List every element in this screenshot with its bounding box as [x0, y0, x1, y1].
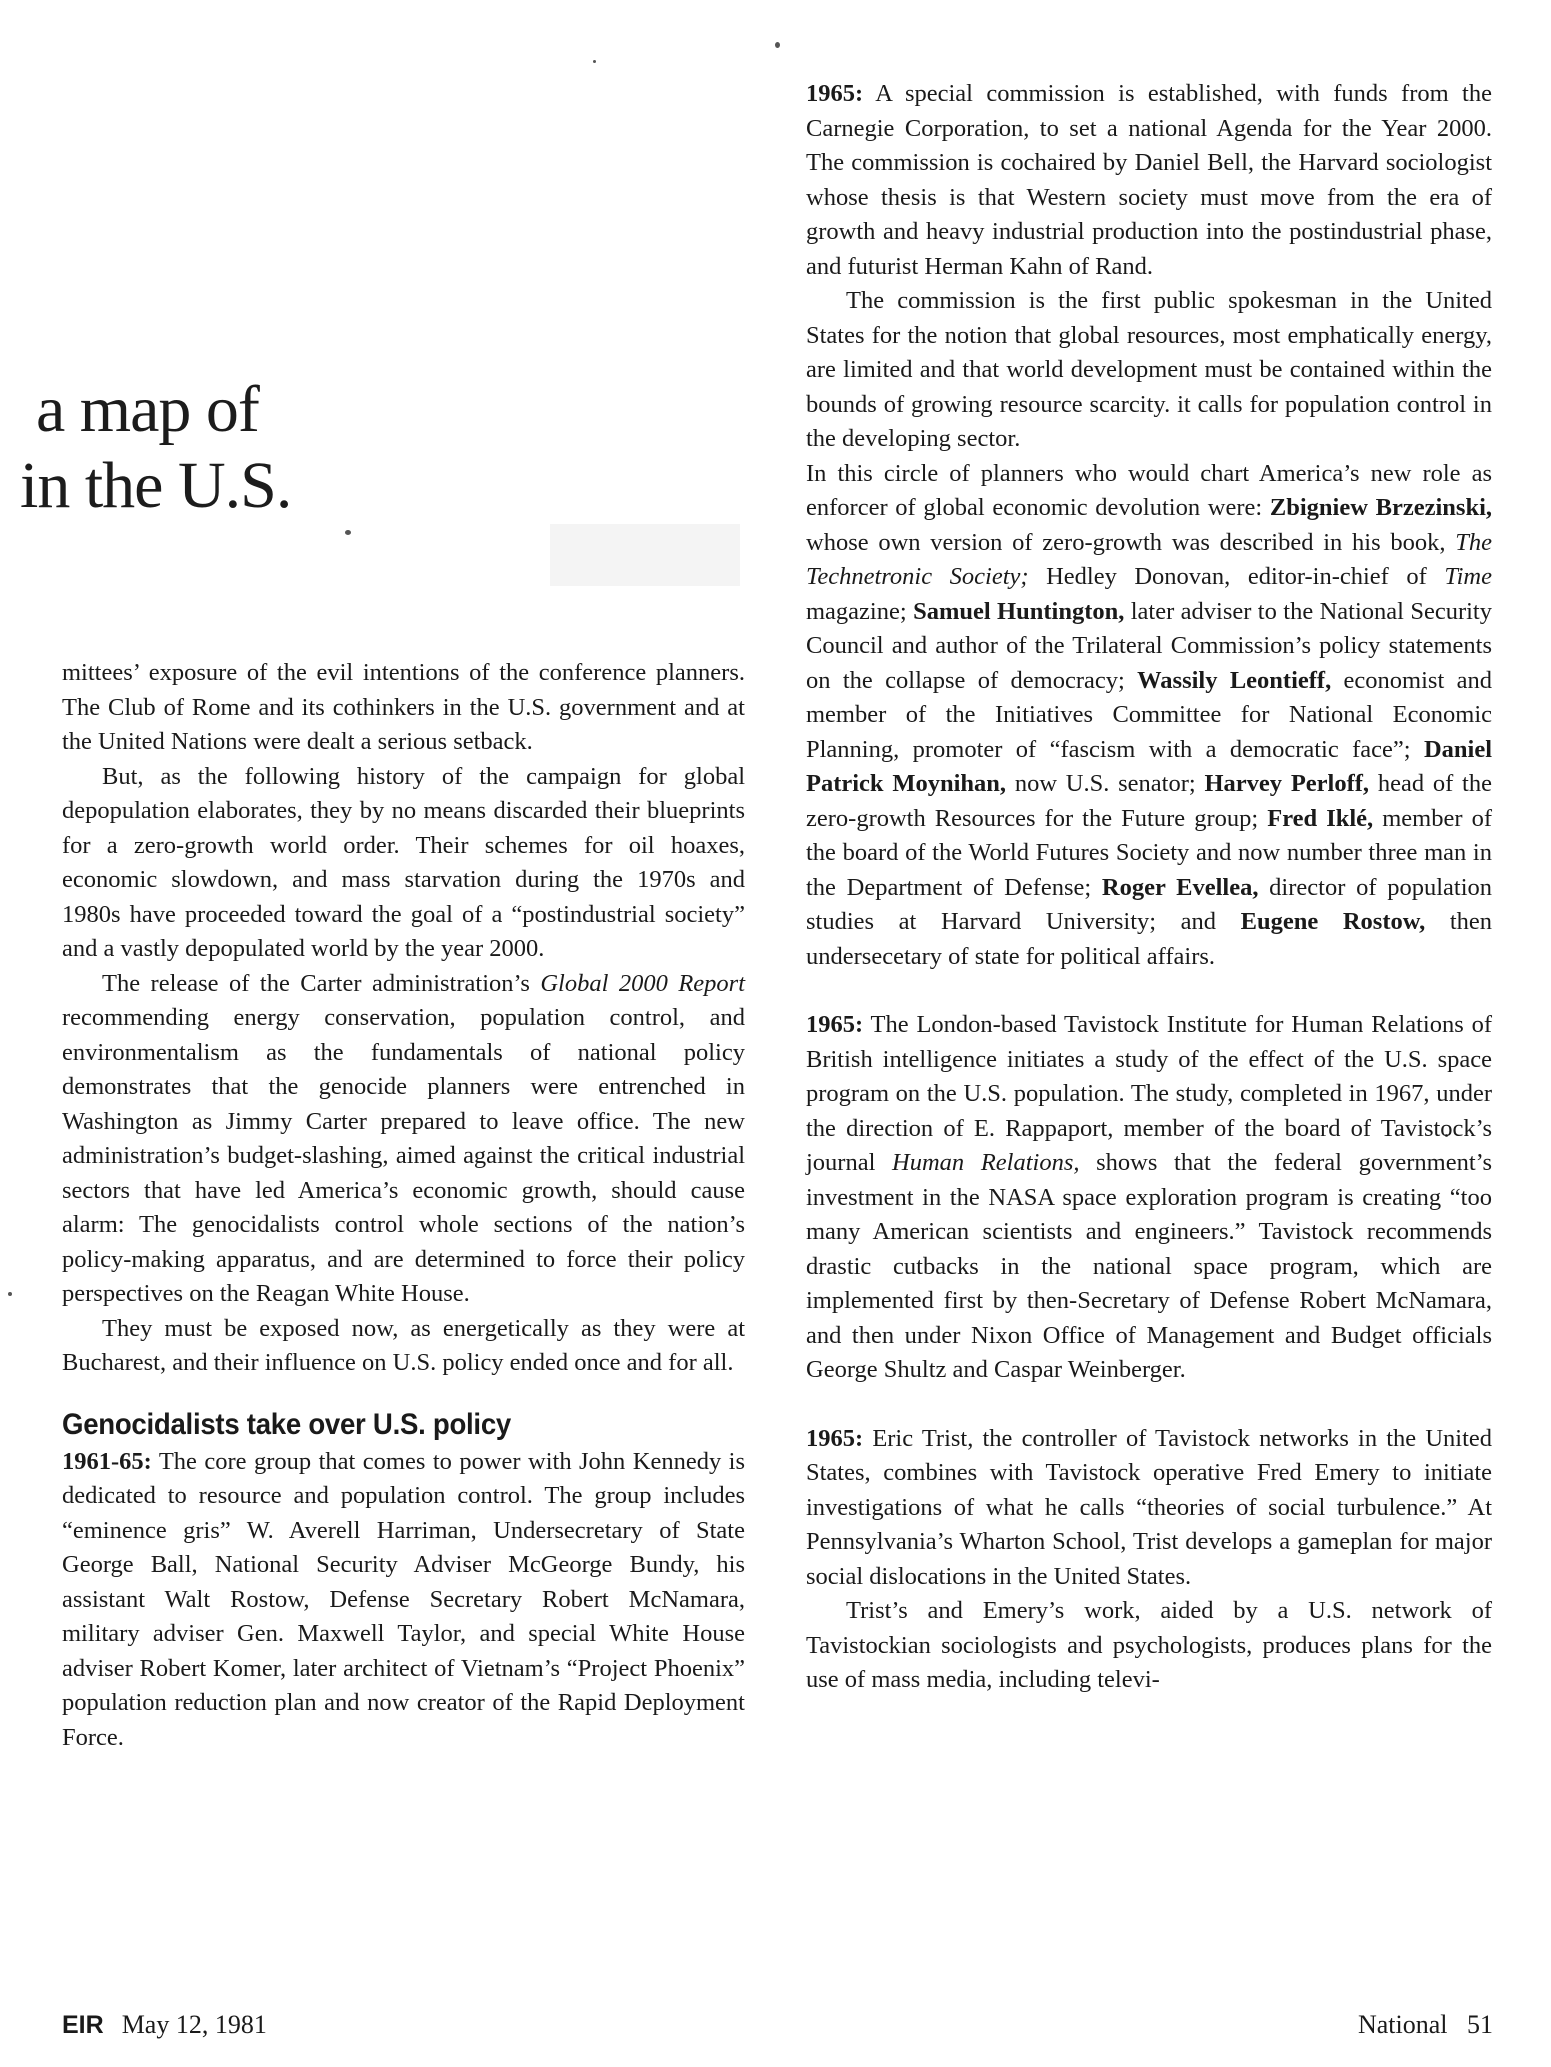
- left-column: [62, 656, 745, 1755]
- headline-fragment: [20, 372, 291, 524]
- section-name: National: [1357, 2010, 1448, 2039]
- year-label: 1965:: [806, 1424, 864, 1452]
- footer-right: [1358, 2010, 1493, 2040]
- page-number: 51: [1467, 2010, 1493, 2039]
- text-run: The release of the Carter administration’s: [102, 969, 541, 997]
- right-column: [806, 77, 1492, 1698]
- issue-date: May 12, 1981: [121, 2010, 267, 2039]
- person-name: Roger Evellea,: [1101, 873, 1259, 901]
- text-run: member of the board of the World Futures Society and now number three man in the Department of Defense;: [806, 804, 1492, 901]
- paragraph: [806, 77, 1492, 284]
- text-run: later adviser to the National Security Council and author of the Trilateral Commission’s policy statements on the collapse of democracy;: [806, 597, 1492, 694]
- scan-speck: [8, 1292, 12, 1296]
- scan-speck: [775, 42, 780, 48]
- year-label: 1965:: [806, 80, 864, 107]
- text-run: In this circle of planners who would chart America’s new role as enforcer of global economic devolution were:: [806, 459, 1492, 521]
- paragraph: But, as the following history of the campaign for global depopulation elaborates, they by no means discarded their blueprints for a zero-growth world order. Their schemes for oil hoaxes, economic slowdown, and mass starvation during the 1970s and 1980s have proceeded toward the goal of a “postindustrial society” and a vastly depopulated world by the year 2000.: [62, 762, 745, 962]
- journal-title: Human Relations,: [892, 1149, 1080, 1176]
- scan-speck: [593, 60, 596, 63]
- person-name: Eugene Rostow,: [1240, 908, 1426, 935]
- book-title: The Technetronic Society;: [806, 528, 1492, 590]
- text-run: now U.S. senator;: [1006, 770, 1205, 797]
- paragraph: [806, 457, 1492, 975]
- spacer: [806, 974, 1492, 1008]
- headline-line-2: in the U.S.: [20, 449, 292, 522]
- paragraph: They must be exposed now, as energetically as they were at Bucharest, and their influence on U.S. policy ended once and for all.: [62, 1314, 745, 1376]
- scan-speck: [345, 530, 351, 535]
- paragraph: [806, 1008, 1492, 1388]
- headline-line-1: a map of: [36, 373, 259, 446]
- text-run: director of population studies at Harvard University; and: [806, 873, 1492, 935]
- text-run: A special commission is established, with funds from the Carnegie Corporation, to set a national Agenda for the Year 2000. The commission is cochaired by Daniel Bell, the Harvard sociologist whose thesis is that Western society must move from the era of growth and heavy industrial production into the postindustrial phase, and futurist Herman Kahn of Rand.: [806, 80, 1492, 280]
- paragraph: [806, 1422, 1492, 1595]
- paragraph: Trist’s and Emery’s work, aided by a U.S. network of Tavistockian sociologists and psychologists, produces plans for the use of mass media, including televi-: [806, 1597, 1492, 1693]
- report-title: Global 2000 Report: [540, 969, 745, 997]
- text-run: head of the zero-growth Resources for the Future group;: [806, 770, 1492, 832]
- text-run: recommending energy conservation, population control, and environmentalism as the fundamentals of national policy demonstrates that the genocide planners were entrenched in Washington as Jimmy Carter prepared to leave office. The new administration’s budget-slashing, aimed against the critical industrial sectors that have led America’s economic growth, should cause alarm: The genocidalists control whole sections of the nation’s policy-making apparatus, and are determined to force their policy perspectives on the Reagan White House.: [62, 1004, 745, 1307]
- text-run: shows that the federal government’s investment in the NASA space exploration program is creating “too many American scientists and engineers.” Tavistock recommends drastic cutbacks in the national space program, which are implemented first by then-Secretary of Defense Robert McNamara, and then under Nixon Office of Management and Budget officials George Shultz and Caspar Weinberger.: [806, 1149, 1492, 1383]
- person-name: Daniel Patrick Moynihan,: [806, 735, 1492, 797]
- text-run: magazine;: [806, 597, 914, 625]
- year-label: 1961-65:: [62, 1447, 152, 1475]
- text-run: The core group that comes to power with John Kennedy is dedicated to resource and population control. The group includes “eminence gris” W. Averell Harriman, Undersecretary of State George Ball, National Security Adviser McGeorge Bundy, his assistant Walt Rostow, Defense Secretary Robert McNamara, military adviser Gen. Maxwell Taylor, and special White House adviser Robert Komer, later architect of Vietnam’s “Project Phoenix” population reduction plan and now creator of the Rapid Deployment Force.: [62, 1447, 745, 1751]
- person-name: Zbigniew Brzezinski,: [1269, 494, 1492, 521]
- text-run: whose own version of zero-growth was described in his book,: [806, 528, 1456, 556]
- paragraph: [62, 967, 745, 1312]
- person-name: Harvey Perloff,: [1204, 770, 1370, 797]
- section-heading: Genocidalists take over U.S. policy: [62, 1407, 511, 1441]
- text-run: then undersecetary of state for political affairs.: [806, 908, 1493, 970]
- paragraph: [62, 1445, 745, 1756]
- text-run: Hedley Donovan, editor-in-chief of: [1028, 563, 1445, 590]
- text-run: The London-based Tavistock Institute for Human Relations of British intelligence initiates a study of the effect of the U.S. space program on the U.S. population. The study, completed in 1967, under the direction of E. Rappaport, member of the board of Tavistock’s journal: [806, 1011, 1492, 1176]
- paragraph: mittees’ exposure of the evil intentions of the conference planners. The Club of Rome and its cothinkers in the U.S. government and at the United Nations were dealt a serious setback.: [62, 659, 745, 755]
- magazine-title: Time: [1444, 563, 1492, 590]
- publication-name: EIR: [62, 2011, 104, 2039]
- person-name: Samuel Huntington,: [913, 597, 1125, 625]
- text-run: economist and member of the Initiatives Committee for National Economic Planning, promoter of “fascism with a democratic face”;: [806, 666, 1492, 763]
- text-run: Eric Trist, the controller of Tavistock networks in the United States, combines with Tavistock operative Fred Emery to initiate investigations of what he calls “theories of social turbulence.” At Pennsylvania’s Wharton School, Trist develops a gameplan for major social dislocations in the United States.: [806, 1424, 1492, 1590]
- scan-shading: [550, 524, 740, 586]
- year-label: 1965:: [806, 1011, 864, 1038]
- person-name: Fred Iklé,: [1267, 804, 1374, 832]
- person-name: Wassily Leontieff,: [1137, 666, 1332, 694]
- footer-left: [62, 2010, 267, 2040]
- spacer: [806, 1388, 1492, 1422]
- paragraph: The commission is the first public spokesman in the United States for the notion that global resources, most emphatically energy, are limited and that world development must be contained within the bounds of growing resource scarcity. it calls for population control in the developing sector.: [806, 287, 1492, 452]
